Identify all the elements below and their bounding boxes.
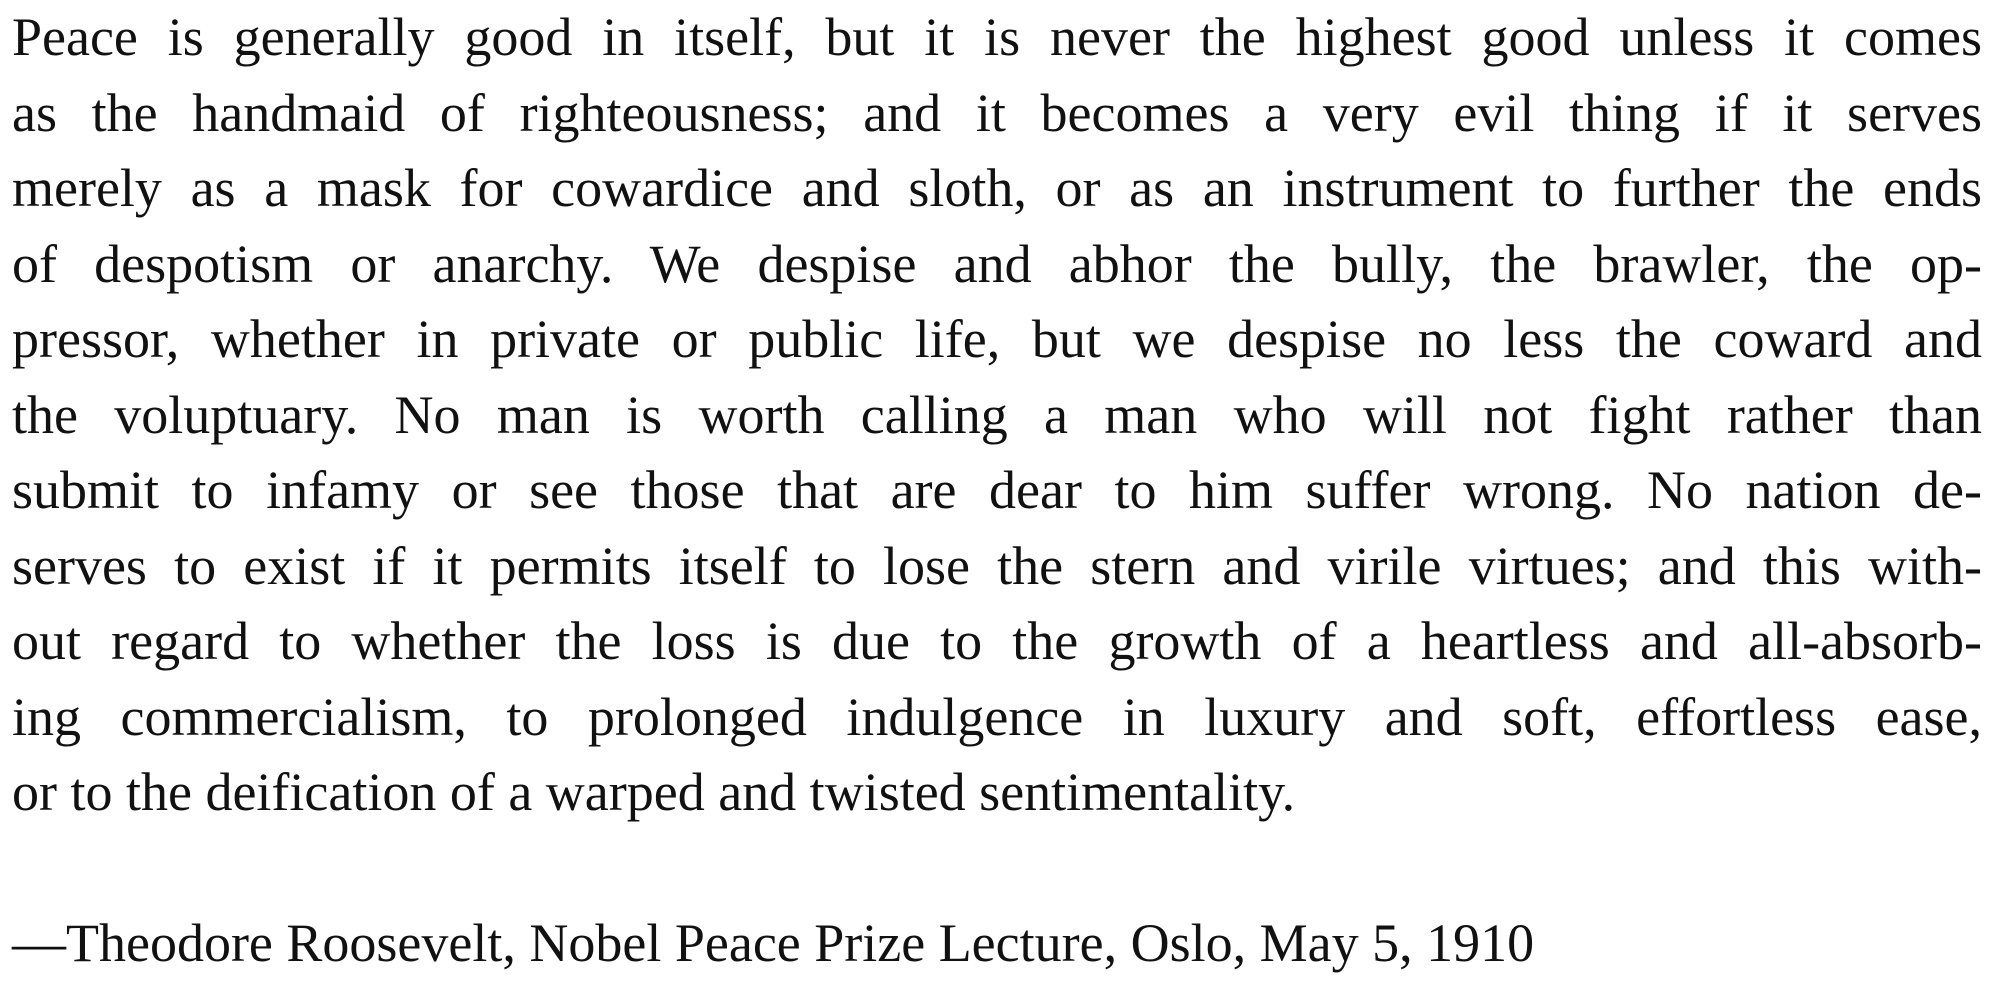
quote-line: the voluptuary. No man is worth calling a man who will not fight rather than bbox=[12, 384, 1982, 445]
attribution: —Theodore Roosevelt, Nobel Peace Prize Lecture, Oslo, May 5, 1910 bbox=[12, 912, 1535, 973]
quote-line: pressor, whether in private or public life, but we despise no less the coward and bbox=[12, 309, 1982, 369]
quote-line: of despotism or anarchy. We despise and abhor the bully, the brawler, the op- bbox=[12, 233, 1982, 294]
quote-line: or to the deification of a warped and twisted sentimentality. bbox=[12, 762, 1296, 822]
quote-line: serves to exist if it permits itself to lose the stern and virile virtues; and this with- bbox=[12, 535, 1982, 596]
quote-line: ing commercialism, to prolonged indulgence in luxury and soft, effortless ease, bbox=[12, 686, 1982, 747]
quote-line: Peace is generally good in itself, but it is never the highest good unless it comes bbox=[12, 7, 1982, 67]
quote-paragraph bbox=[12, 0, 1982, 831]
document-page bbox=[12, 0, 1982, 981]
quote-line: as the handmaid of righteousness; and it becomes a very evil thing if it serves bbox=[12, 82, 1982, 143]
quote-line: out regard to whether the loss is due to the growth of a heartless and all-absorb- bbox=[12, 611, 1982, 671]
quote-line: submit to infamy or see those that are dear to him suffer wrong. No nation de- bbox=[12, 460, 1982, 520]
quote-line: merely as a mask for cowardice and sloth, or as an instrument to further the ends bbox=[12, 158, 1982, 218]
